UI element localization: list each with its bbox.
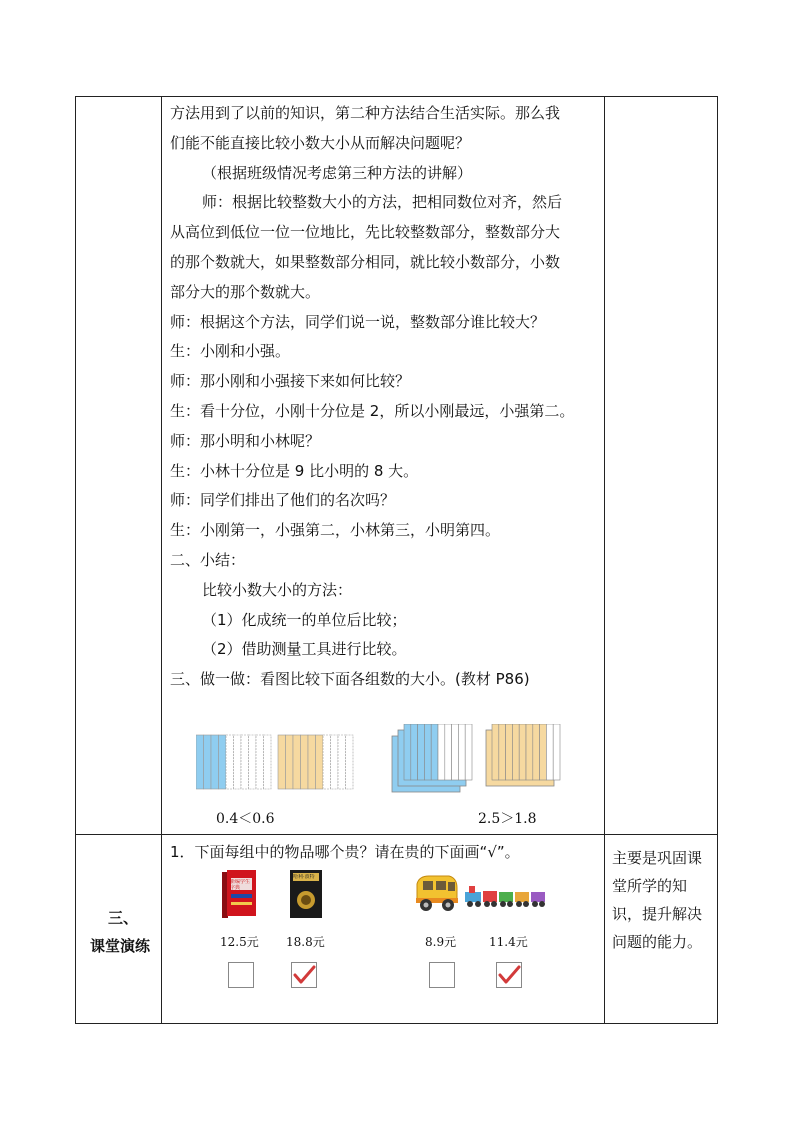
empty-tenth [234, 735, 242, 789]
empty-tenth [465, 724, 472, 780]
lesson-line: 生：小刚第一，小强第二，小林第三，小明第四。 [170, 521, 501, 539]
column-divider-2 [604, 96, 605, 1024]
empty-tenth [264, 735, 272, 789]
empty-tenth [249, 735, 257, 789]
answer-box-novel[interactable] [291, 962, 317, 988]
column-divider-1 [161, 96, 162, 1024]
empty-tenth [338, 735, 346, 789]
filled-tenth [293, 735, 301, 789]
empty-tenth [331, 735, 339, 789]
table-border-left [75, 96, 76, 1024]
answer-box-dictionary[interactable] [228, 962, 254, 988]
lesson-line: 二、小结： [170, 551, 246, 569]
filled-tenth [211, 735, 219, 789]
toy-bus-image [413, 872, 459, 914]
answer-box-train[interactable] [496, 962, 522, 988]
table-border-right [717, 96, 718, 1024]
table-border-top [75, 96, 718, 97]
grid-0.6 [278, 735, 353, 789]
compare-diagram-units [390, 724, 570, 799]
lesson-line: 的那个数就大，如果整数部分相同，就比较小数部分，小数 [170, 253, 561, 271]
lesson-line: 部分大的那个数就大。 [170, 283, 321, 301]
filled-tenth [219, 735, 227, 789]
filled-tenth [418, 724, 425, 780]
filled-tenth [526, 724, 533, 780]
dictionary-book-image [222, 870, 256, 918]
empty-tenth [323, 735, 331, 789]
empty-tenth [458, 724, 465, 780]
filled-tenth [301, 735, 309, 789]
price-train: 11.4元 [489, 935, 528, 949]
filled-tenth [411, 724, 418, 780]
design-intent-note [612, 844, 712, 956]
filled-tenth [492, 724, 499, 780]
lesson-line: 比较小数大小的方法： [202, 581, 353, 599]
filled-tenth [278, 735, 286, 789]
lesson-line: 从高位到低位一位一位地比，先比较整数部分，整数部分大 [170, 223, 561, 241]
filled-tenth [424, 724, 431, 780]
lesson-line: 生：小刚和小强。 [170, 342, 291, 360]
lesson-line: （2）借助测量工具进行比较。 [202, 640, 407, 658]
row-divider [75, 834, 718, 835]
note-line: 堂所学的知 [612, 877, 688, 895]
section-title: 课堂演练 [90, 937, 151, 955]
lesson-line: 三、做一做：看图比较下面各组数的大小。(教材 P86) [170, 670, 530, 688]
note-line: 主要是巩固课 [612, 849, 703, 867]
empty-tenth [241, 735, 249, 789]
empty-tenth [445, 724, 452, 780]
filled-tenth [540, 724, 547, 780]
lesson-line: 生：看十分位，小刚十分位是 2，所以小刚最远，小强第二。 [170, 402, 575, 420]
filled-tenth [512, 724, 519, 780]
lesson-line: 师：同学们排出了他们的名次吗？ [170, 491, 396, 509]
filled-tenth [404, 724, 411, 780]
grid-0.4 [196, 735, 271, 789]
stack-2.5 [392, 724, 472, 792]
filled-tenth [286, 735, 294, 789]
filled-tenth [533, 724, 540, 780]
lesson-line: （1）化成统一的单位后比较； [202, 611, 407, 629]
lesson-line: 生：小林十分位是 9 比小明的 8 大。 [170, 462, 419, 480]
price-bus: 8.9元 [425, 935, 457, 949]
filled-tenth [506, 724, 513, 780]
stack-1.8 [486, 724, 560, 786]
filled-tenth [196, 735, 204, 789]
exercise-title: 1．下面每组中的物品哪个贵？请在贵的下面画“√”。 [170, 843, 520, 861]
empty-tenth [346, 735, 354, 789]
check-mark-icon [291, 962, 317, 988]
answer-box-bus[interactable] [429, 962, 455, 988]
lesson-line: 们能不能直接比较小数大小从而解决问题呢？ [170, 134, 471, 152]
empty-tenth [256, 735, 264, 789]
filled-tenth [316, 735, 324, 789]
lesson-line: 师：根据比较整数大小的方法，把相同数位对齐，然后 [202, 193, 563, 211]
comparison-result-2: 2.5＞1.8 [478, 811, 537, 827]
lesson-line: 师：那小明和小林呢？ [170, 432, 321, 450]
empty-tenth [452, 724, 459, 780]
filled-tenth [499, 724, 506, 780]
lesson-line: 师：根据这个方法，同学们说一说，整数部分谁比较大？ [170, 313, 546, 331]
note-line: 问题的能力。 [612, 933, 703, 951]
filled-tenth [204, 735, 212, 789]
table-border-bottom [75, 1023, 718, 1024]
lesson-line: 师：那小刚和小强接下来如何比较？ [170, 372, 411, 390]
compare-diagram-tenths [196, 734, 356, 790]
empty-tenth [553, 724, 560, 780]
price-dictionary: 12.5元 [220, 935, 259, 949]
lesson-line: 方法用到了以前的知识，第二种方法结合生活实际。那么我 [170, 104, 561, 122]
note-line: 识，提升解决 [612, 905, 703, 923]
comparison-result-1: 0.4＜0.6 [216, 811, 275, 827]
toy-train-image [464, 884, 550, 908]
price-novel: 18.8元 [286, 935, 325, 949]
check-mark-icon [496, 962, 522, 988]
section-number: 三、 [108, 909, 139, 927]
empty-tenth [226, 735, 234, 789]
filled-tenth [431, 724, 438, 780]
empty-tenth [438, 724, 445, 780]
empty-tenth [546, 724, 553, 780]
novel-title: 哈利·波特 [293, 874, 315, 880]
lesson-line: （根据班级情况考虑第三种方法的讲解） [202, 164, 473, 182]
filled-tenth [308, 735, 316, 789]
filled-tenth [519, 724, 526, 780]
dictionary-title: 新编学生字典 [230, 879, 251, 891]
